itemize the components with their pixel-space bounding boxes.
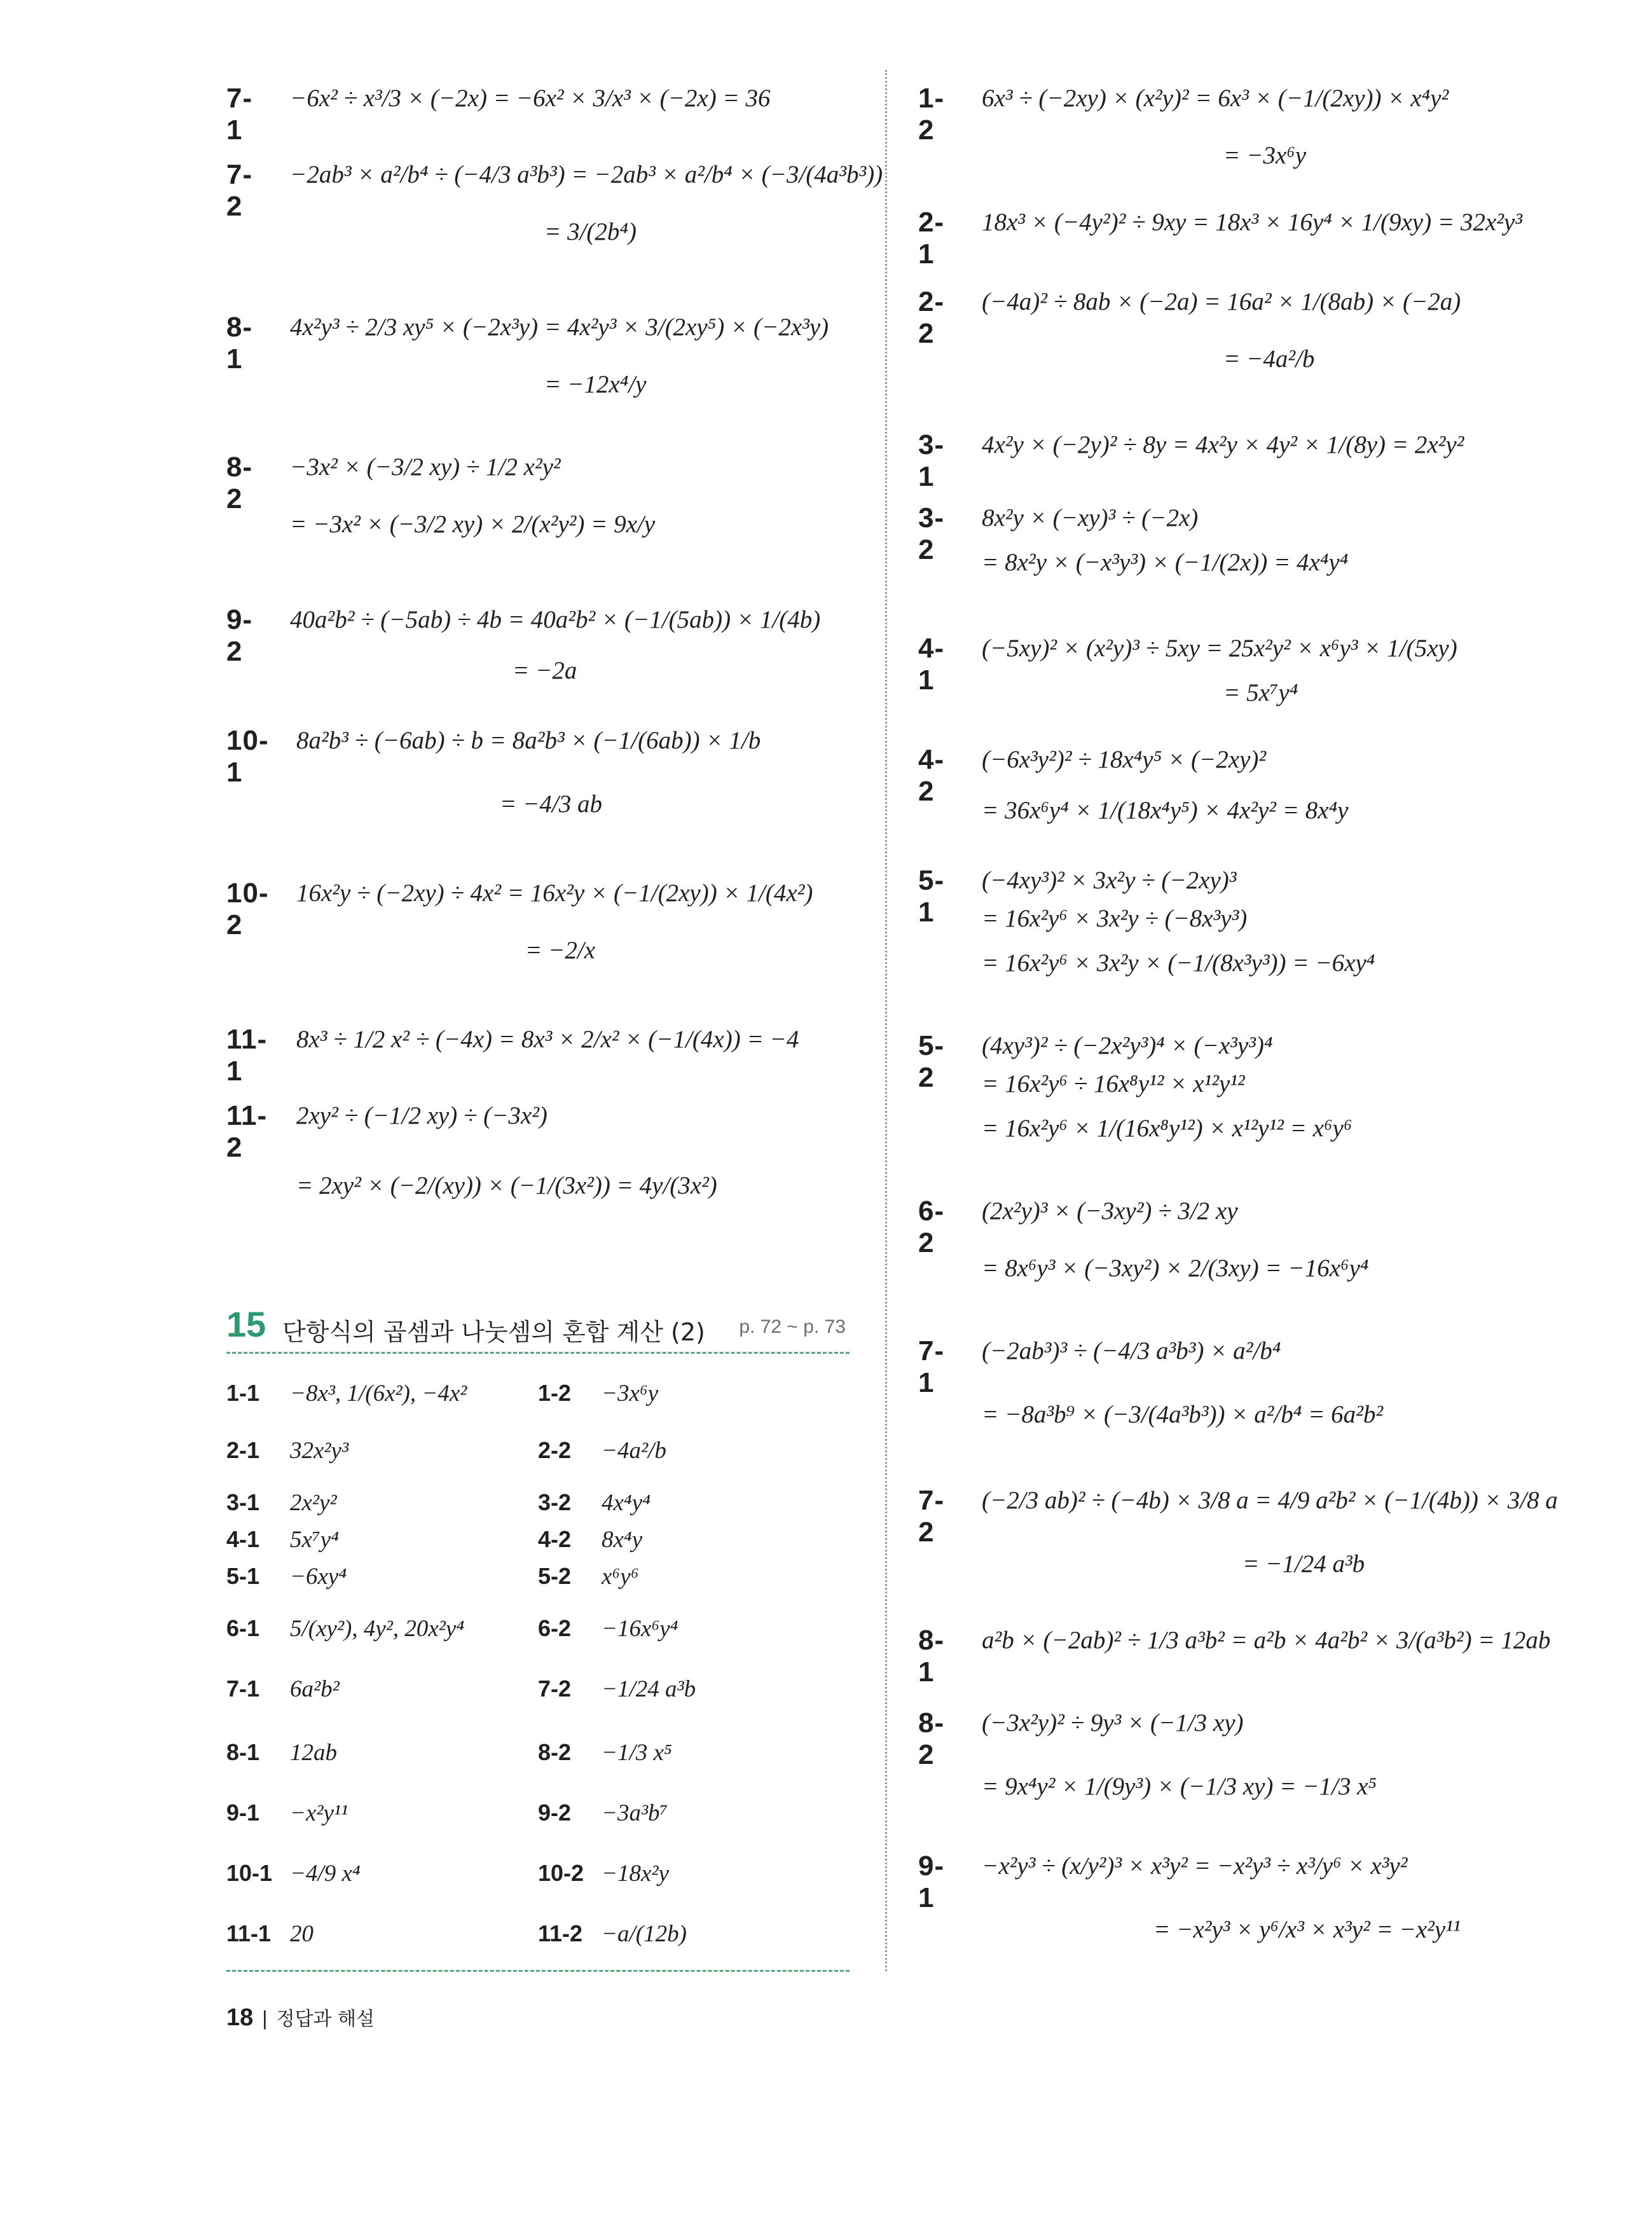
problem-label: 4-2 <box>918 744 945 807</box>
section-page-range: p. 72 ~ p. 73 <box>739 1316 846 1337</box>
answer-item <box>538 1380 658 1407</box>
solution-line: = −2/x <box>525 937 596 964</box>
solution-line: (2x²y)³ × (−3xy²) ÷ 3/2 xy <box>982 1197 1238 1225</box>
solution-line: 2xy² ÷ (−1/2 xy) ÷ (−3x²) <box>296 1102 547 1129</box>
problem-label: 7-2 <box>226 159 253 222</box>
problem-label: 2-1 <box>918 207 945 270</box>
solution-line: = 16x²y⁶ ÷ 16x⁸y¹² × x¹²y¹² <box>982 1070 1245 1098</box>
problem-label: 5-2 <box>918 1030 945 1093</box>
answer-value: −1/3 x⁵ <box>602 1740 672 1766</box>
solution-line: = 3/(2b⁴) <box>544 218 637 245</box>
answer-id: 5-2 <box>538 1563 572 1589</box>
answer-id: 1-1 <box>226 1380 260 1406</box>
problem-label: 9-2 <box>226 604 253 667</box>
answer-item <box>538 1920 687 1948</box>
solution-line: = −8a³b⁹ × (−3/(4a³b³)) × a²/b⁴ = 6a²b² <box>982 1401 1384 1428</box>
solution-line: = 9x⁴y² × 1/(9y³) × (−1/3 xy) = −1/3 x⁵ <box>982 1773 1377 1800</box>
solution-line: (−4a)² ÷ 8ab × (−2a) = 16a² × 1/(8ab) × (−2a) <box>982 288 1461 315</box>
problem-label: 4-1 <box>918 633 945 696</box>
answer-item <box>538 1489 650 1517</box>
answer-value: −x²y¹¹ <box>290 1800 348 1826</box>
solution-line: = −2a <box>513 657 577 684</box>
answer-item <box>538 1526 642 1553</box>
answer-value: −1/24 a³b <box>602 1676 696 1702</box>
answer-value: −a/(12b) <box>602 1921 687 1947</box>
section-number: 15 <box>226 1304 266 1344</box>
answer-value: 12ab <box>290 1740 337 1766</box>
answer-id: 11-2 <box>538 1920 583 1946</box>
problem-label: 11-2 <box>226 1100 268 1163</box>
solution-line: = −3x⁶y <box>1223 142 1307 169</box>
answer-item <box>538 1800 668 1827</box>
answer-item <box>226 1860 361 1887</box>
problem-label: 7-1 <box>226 83 253 146</box>
answer-item <box>226 1800 348 1827</box>
answer-id: 8-2 <box>538 1739 572 1765</box>
answer-id: 3-2 <box>538 1489 572 1515</box>
problem-label: 8-2 <box>918 1707 945 1770</box>
answer-value: −16x⁶y⁴ <box>602 1616 678 1642</box>
answer-id: 11-1 <box>226 1920 272 1946</box>
solution-line: 8x²y × (−xy)³ ÷ (−2x) <box>982 504 1199 532</box>
problem-label: 3-2 <box>918 502 945 565</box>
solution-line: 4x²y³ ÷ 2/3 xy⁵ × (−2x³y) = 4x²y³ × 3/(2xy⁵) × (−2x³y) <box>290 313 829 341</box>
answer-id: 4-1 <box>226 1526 260 1552</box>
answer-item <box>538 1739 672 1766</box>
solution-line: a²b × (−2ab)² ÷ 1/3 a³b² = a²b × 4a²b² × 3/(a³b²) = 12ab <box>982 1627 1551 1654</box>
problem-label: 1-2 <box>918 83 945 146</box>
solution-line: −x²y³ ÷ (x/y²)³ × x³y² = −x²y³ ÷ x³/y⁶ × x³y² <box>982 1852 1408 1880</box>
answer-id: 10-1 <box>226 1860 273 1886</box>
column-divider <box>885 70 887 1971</box>
answer-item <box>226 1676 340 1703</box>
solution-line: (4xy³)² ÷ (−2x²y³)⁴ × (−x³y³)⁴ <box>982 1032 1273 1059</box>
solution-line: = 16x²y⁶ × 3x²y ÷ (−8x³y³) <box>982 905 1248 932</box>
solution-line: (−4xy³)² × 3x²y ÷ (−2xy)³ <box>982 867 1237 894</box>
problem-label: 8-1 <box>918 1625 945 1688</box>
answer-item <box>226 1380 467 1407</box>
solution-line: (−6x³y²)² ÷ 18x⁴y⁵ × (−2xy)² <box>982 746 1267 773</box>
solution-line: = 5x⁷y⁴ <box>1223 679 1298 706</box>
problem-label: 9-1 <box>918 1850 945 1913</box>
problem-label: 7-1 <box>918 1335 945 1398</box>
answer-value: 8x⁴y <box>602 1527 643 1553</box>
solution-line: = −12x⁴/y <box>544 371 647 398</box>
footer-separator: | <box>262 2007 268 2030</box>
answer-id: 9-1 <box>226 1800 260 1826</box>
answer-id: 6-2 <box>538 1615 572 1641</box>
solution-line: −3x² × (−3/2 xy) ÷ 1/2 x²y² <box>290 453 561 481</box>
answer-grid <box>226 1367 850 1965</box>
answer-value: −6xy⁴ <box>290 1564 347 1590</box>
answer-item <box>538 1860 669 1887</box>
answer-value: 5x⁷y⁴ <box>290 1527 340 1553</box>
answer-value: 32x²y³ <box>290 1438 349 1464</box>
section-title: 단항식의 곱셈과 나눗셈의 혼합 계산 (2) <box>282 1318 705 1346</box>
answer-value: −4/9 x⁴ <box>290 1861 361 1887</box>
answer-item <box>538 1676 696 1703</box>
section-header <box>226 1304 850 1354</box>
solution-line: 18x³ × (−4y²)² ÷ 9xy = 18x³ × 16y⁴ × 1/(9xy) = 32x²y³ <box>982 209 1522 236</box>
answer-item <box>226 1489 337 1517</box>
answer-value: 2x²y² <box>290 1490 337 1516</box>
solution-line: = 8x⁶y³ × (−3xy²) × 2/(3xy) = −16x⁶y⁴ <box>982 1255 1369 1282</box>
page-footer <box>226 2003 375 2032</box>
answer-item <box>226 1526 339 1553</box>
page-number: 18 <box>226 2004 254 2031</box>
answer-item <box>538 1615 678 1642</box>
answer-value: −3a³b⁷ <box>602 1800 668 1826</box>
solution-line: = 8x²y × (−x³y³) × (−1/(2x)) = 4x⁴y⁴ <box>982 549 1349 576</box>
problem-label: 8-2 <box>226 451 253 514</box>
answer-item <box>538 1563 639 1590</box>
answer-value: 6a²b² <box>290 1676 340 1702</box>
answer-item <box>226 1739 337 1766</box>
answer-value: 4x⁴y⁴ <box>602 1490 651 1516</box>
answer-item <box>226 1920 313 1948</box>
solution-line: 40a²b² ÷ (−5ab) ÷ 4b = 40a²b² × (−1/(5ab)) × 1/(4b) <box>290 606 821 633</box>
solution-line: = 2xy² × (−2/(xy)) × (−1/(3x²)) = 4y/(3x²) <box>296 1172 717 1199</box>
answer-id: 3-1 <box>226 1489 260 1515</box>
solution-line: = −x²y³ × y⁶/x³ × x³y² = −x²y¹¹ <box>1153 1916 1461 1943</box>
answer-id: 9-2 <box>538 1800 572 1826</box>
solution-line: 8a²b³ ÷ (−6ab) ÷ b = 8a²b³ × (−1/(6ab)) × 1/b <box>296 727 761 754</box>
answer-item <box>226 1563 347 1590</box>
problem-label: 8-1 <box>226 312 253 375</box>
solution-line: (−5xy)² × (x²y)³ ÷ 5xy = 25x²y² × x⁶y³ × 1/(5xy) <box>982 635 1457 662</box>
problem-label: 5-1 <box>918 865 945 928</box>
section-bottom-rule <box>226 1970 850 1972</box>
solution-line: = 16x²y⁶ × 3x²y × (−1/(8x³y³)) = −6xy⁴ <box>982 949 1375 977</box>
answer-item <box>226 1615 464 1642</box>
answer-id: 2-2 <box>538 1437 572 1463</box>
answer-value: −18x²y <box>602 1861 669 1887</box>
answer-value: 20 <box>290 1921 313 1947</box>
solution-line: −2ab³ × a²/b⁴ ÷ (−4/3 a³b³) = −2ab³ × a²/b⁴ × (−3/(4a³b³)) <box>290 161 883 188</box>
answer-id: 8-1 <box>226 1739 260 1765</box>
answer-id: 1-2 <box>538 1380 572 1406</box>
solution-line: 4x²y × (−2y)² ÷ 8y = 4x²y × 4y² × 1/(8y) = 2x²y² <box>982 431 1464 458</box>
solution-line: = 16x²y⁶ × 1/(16x⁸y¹²) × x¹²y¹² = x⁶y⁶ <box>982 1115 1353 1142</box>
answer-value: −3x⁶y <box>602 1380 659 1407</box>
solution-line: = −4/3 ab <box>500 790 602 818</box>
problem-label: 10-1 <box>226 725 269 788</box>
answer-id: 6-1 <box>226 1615 260 1641</box>
answer-id: 7-1 <box>226 1676 260 1702</box>
answer-item <box>226 1437 348 1464</box>
solution-line: = −3x² × (−3/2 xy) × 2/(x²y²) = 9x/y <box>290 511 656 538</box>
answer-value: 5/(xy²), 4y², 20x²y⁴ <box>290 1616 465 1642</box>
problem-label: 2-2 <box>918 286 945 349</box>
answer-id: 2-1 <box>226 1437 260 1463</box>
answer-id: 7-2 <box>538 1676 572 1702</box>
answer-id: 4-2 <box>538 1526 572 1552</box>
problem-label: 7-2 <box>918 1485 945 1548</box>
problem-label: 3-1 <box>918 429 945 492</box>
answer-value: −4a²/b <box>602 1438 666 1464</box>
solution-line: = −1/24 a³b <box>1242 1550 1365 1578</box>
solution-line: = 36x⁶y⁴ × 1/(18x⁴y⁵) × 4x²y² = 8x⁴y <box>982 797 1349 824</box>
answer-id: 5-1 <box>226 1563 260 1589</box>
footer-title: 정답과 해설 <box>276 2008 375 2030</box>
solution-line: (−2ab³)³ ÷ (−4/3 a³b³) × a²/b⁴ <box>982 1337 1281 1365</box>
solution-line: = −4a²/b <box>1223 345 1315 373</box>
answer-value: −8x³, 1/(6x²), −4x² <box>290 1380 467 1407</box>
solution-line: 16x²y ÷ (−2xy) ÷ 4x² = 16x²y × (−1/(2xy)) × 1/(4x²) <box>296 879 813 907</box>
solution-line: 8x³ ÷ 1/2 x² ÷ (−4x) = 8x³ × 2/x² × (−1/(4x)) = −4 <box>296 1026 799 1053</box>
solution-line: (−3x²y)² ÷ 9y³ × (−1/3 xy) <box>982 1709 1244 1737</box>
problem-label: 10-2 <box>226 878 269 940</box>
answer-id: 10-2 <box>538 1860 584 1886</box>
answer-item <box>538 1437 666 1464</box>
solution-line: (−2/3 ab)² ÷ (−4b) × 3/8 a = 4/9 a²b² × (−1/(4b)) × 3/8 a <box>982 1487 1558 1514</box>
answer-value: x⁶y⁶ <box>602 1564 639 1590</box>
solution-line: 6x³ ÷ (−2xy) × (x²y)² = 6x³ × (−1/(2xy)) × x⁴y² <box>982 85 1449 112</box>
problem-label: 6-2 <box>918 1195 945 1258</box>
problem-label: 11-1 <box>226 1024 268 1087</box>
solution-line: −6x² ÷ x³/3 × (−2x) = −6x² × 3/x³ × (−2x) = 36 <box>290 85 771 112</box>
